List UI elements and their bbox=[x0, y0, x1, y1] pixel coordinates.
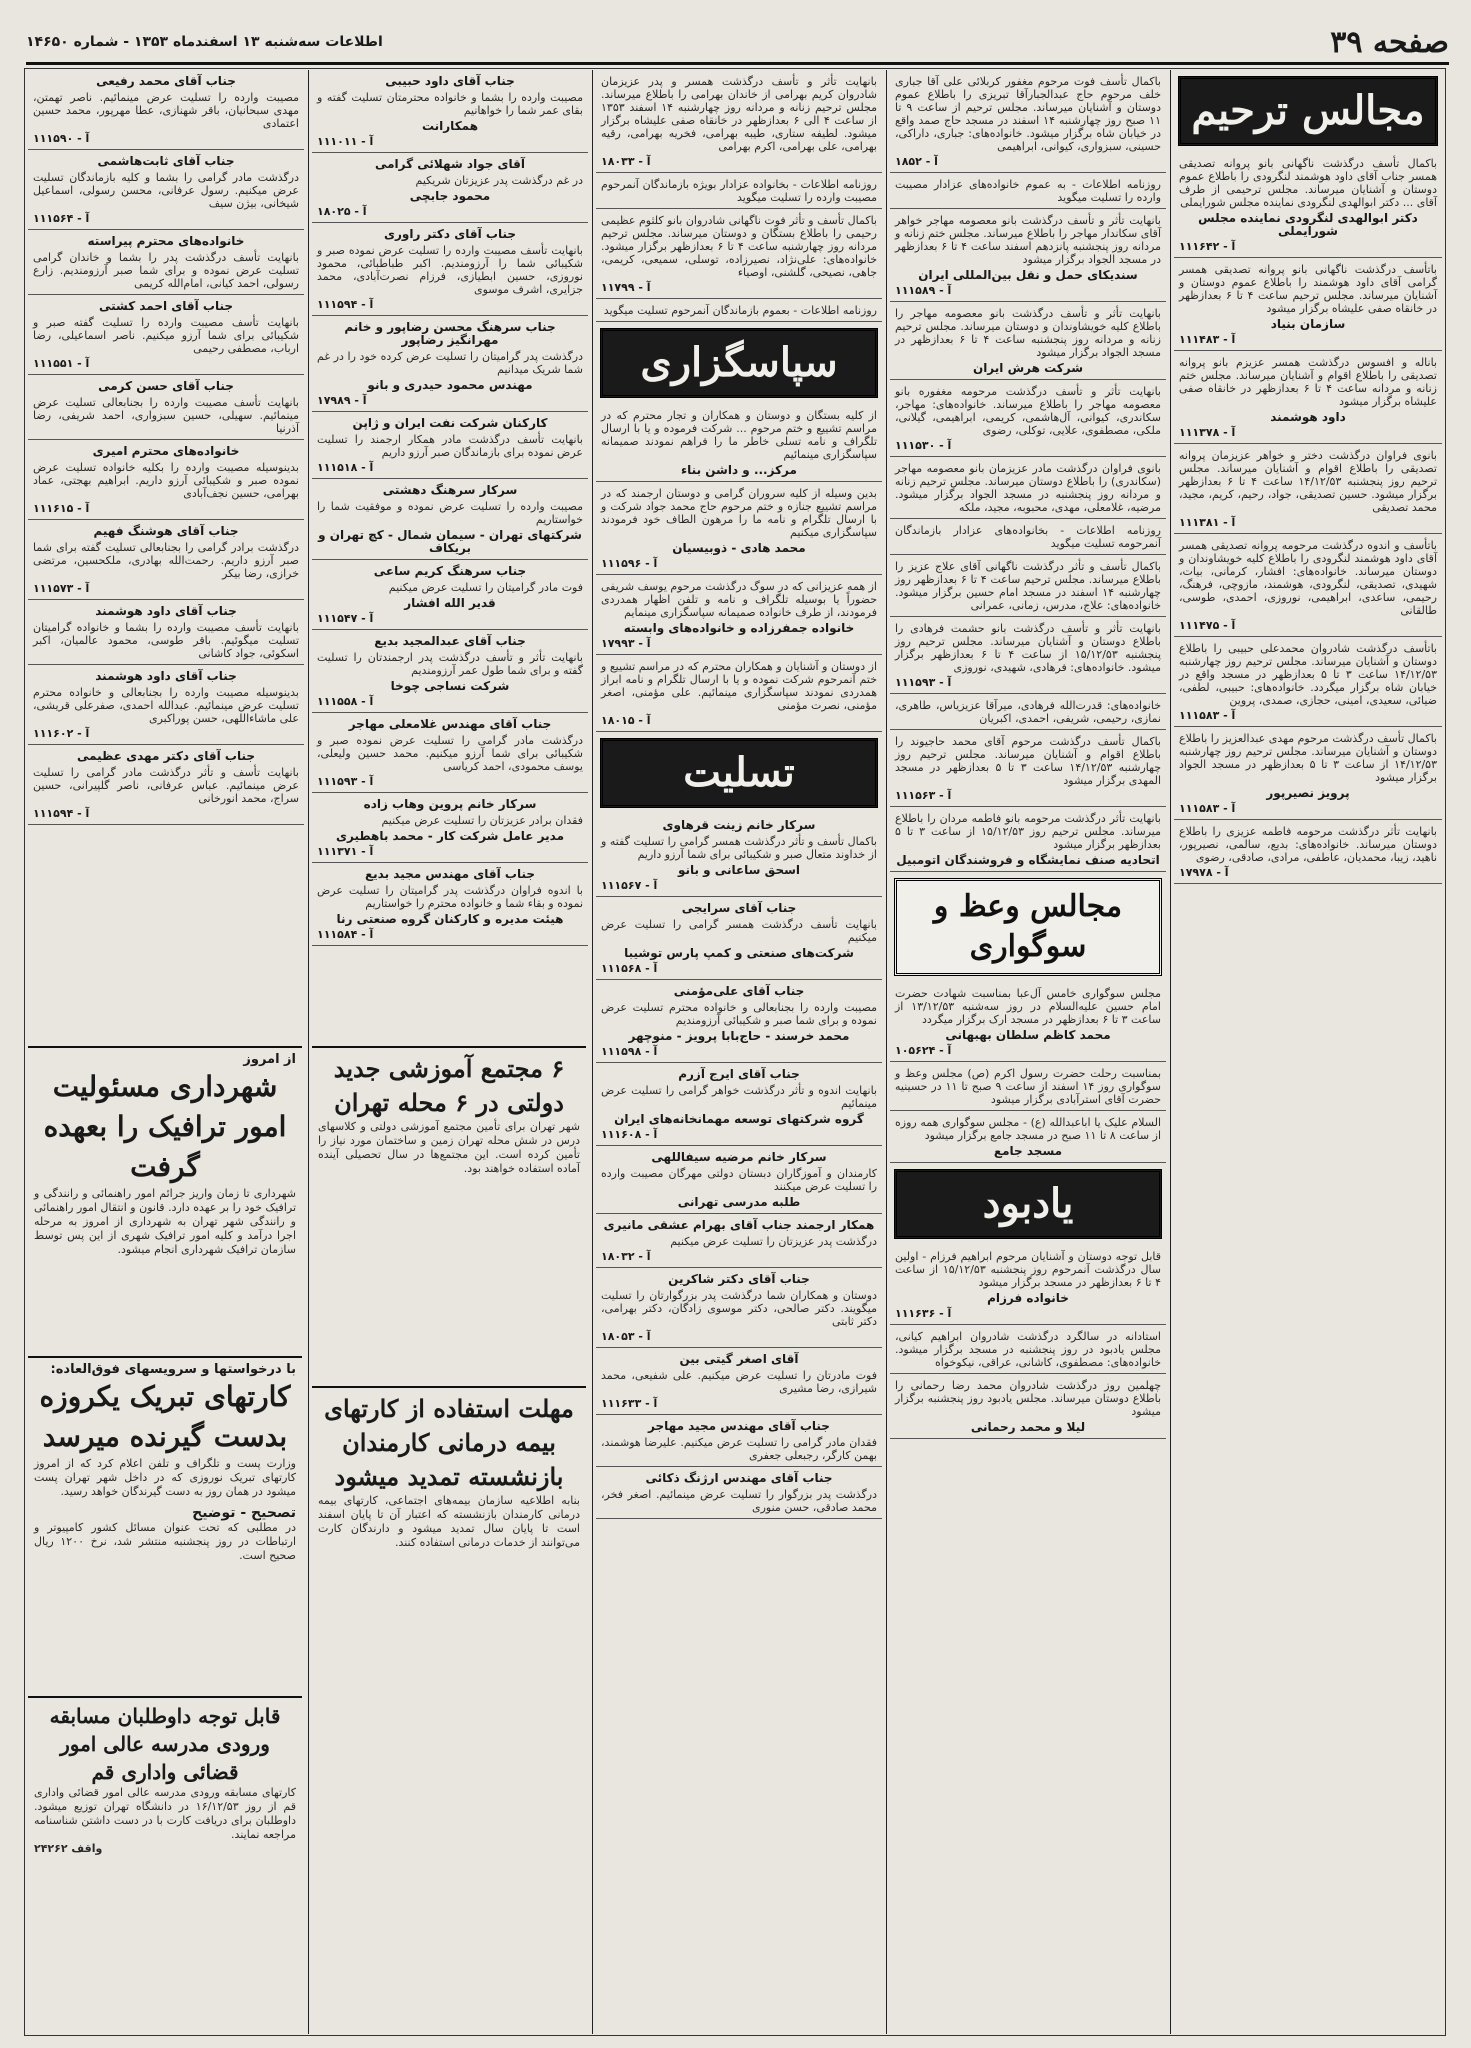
notice bbox=[1174, 637, 1442, 727]
notice-body: قابل توجه دوستان و آشنایان مرحوم ابراهیم فرزام - اولین سال درگذشت آنمرحوم روز پنجشنبه ۱۵/۱۲/۵۳ از ساعت ۴ تا ۶ بعدازظهر در مسجد برگزار میشود bbox=[895, 1250, 1162, 1289]
notice bbox=[1174, 258, 1442, 351]
notice-body: بانهایت تأسف و تأثر درگذشت مادر گرامی را تسلیت عرض مینمائیم. عباس عرفانی، ناصر گلپیرانی، حسین سراج، محمد انورخانی bbox=[33, 766, 299, 805]
notice-body: باکمال تأسف درگذشت مرحوم مهدی عبدالعزیز را باطلاع دوستان و آشنایان میرساند. مجلس ترحیم روز چهارشنبه ۱۴/۱۲/۵۳ از ساعت ۳ تا ۵ بعدازظهر در مسجد الجواد برگزار میشود bbox=[1179, 732, 1438, 784]
notice-body: درگذشت پدر بزرگوار را تسلیت عرض مینمائیم. اصغر فخر، محمد صادقی، حسن منوری bbox=[601, 1488, 877, 1514]
notice-title: آقای جواد شهلائی گرامی bbox=[374, 157, 526, 171]
notice bbox=[890, 1111, 1166, 1163]
notice-code: آ - ۱۷۹۷۸ bbox=[1179, 866, 1229, 879]
notice-body: چهلمین روز درگذشت شادروان محمد رضا رحمانی را باطلاع دوستان میرساند. مجلس یادبود روز پنجشنبه برگزار میشود bbox=[895, 1379, 1161, 1418]
paper-info: اطلاعات سه‌شنبه ۱۳ اسفندماه ۱۳۵۳ - شماره ۱۴۶۵۰ bbox=[26, 34, 383, 50]
notice bbox=[890, 173, 1166, 209]
notice-body: بانهایت تأسف مصیبت وارده را بشما و خانواده گرامیتان تسلیت میگوئیم. باقر طوسی، محمود عالمیان، اکبر اسکوئی، جواد کاشانی bbox=[33, 621, 299, 660]
notice-signature: لیلا و محمد رحمانی bbox=[970, 1420, 1086, 1434]
notice-code: آ - ۱۱۱۴۸۳ bbox=[1179, 333, 1236, 346]
notice-body: بانهایت تأثر درگذشت مرحومه فاطمه عزیزی را باطلاع دوستان میرساند. خانواده‌های: بدیع، سالمی، نصیرپور، ناهید، زیبا، محمدیان، عاطفی، مرادی، صادقی، رضوی bbox=[1179, 825, 1437, 864]
notice-title: جناب آقای سرایجی bbox=[681, 901, 797, 915]
notice-title: جناب آقای ثابت‌هاشمی bbox=[97, 154, 235, 168]
notice-body: با اندوه فراوان درگذشت پدر گرامیتان را تسلیت عرض نموده و بقاء شما و خانواده محترم را خواستاریم bbox=[317, 884, 583, 910]
notice-body: روزنامه اطلاعات - به عموم خانواده‌های عزادار مصیبت وارده را تسلیت میگوید bbox=[895, 178, 1161, 204]
notice-title: خانواده‌های محترم امیری bbox=[92, 444, 240, 458]
notice-code: آ - ۱۱۷۹۹ bbox=[601, 281, 651, 294]
notice-code: آ - ۱۱۱۵۹۶ bbox=[601, 557, 658, 570]
notice-code: آ - ۱۱۱۵۸۴ bbox=[317, 928, 374, 941]
notice-code: آ - ۱۱۱۶۰۲ bbox=[33, 727, 90, 740]
notice-signature: اتحادیه صنف نمایشگاه و فروشندگان اتومبیل bbox=[896, 853, 1160, 867]
notice-code: آ - ۱۱۱۰۱۱ bbox=[317, 135, 374, 148]
notice-code: آ - ۱۱۱۵۶۷ bbox=[601, 879, 658, 892]
notice bbox=[312, 70, 588, 153]
notice-body: بانهایت تأثر و تأسف درگذشت بانو حشمت فرهادی را باطلاع دوستان و آشنایان میرساند. مجلس ترحیم روز پنجشنبه ۱۵/۱۲/۵۳ از ساعت ۴ تا ۶ بعدازظهر برگزار میشود. خانواده‌های: فرهادی، شهیدی، نوروزی bbox=[895, 622, 1162, 674]
notice-body: بانهایت تأثر و تأسف درگذشت همسر و پدر عزیزمان شادروان کریم بهرامی از خاندان بهرامی را باطلاع میرساند. مجلس ترحیم زنانه و مردانه روز چهارشنبه ۱۴ اسفند ۱۳۵۳ از ساعت ۴ الی ۶ بعدازظهر در خانقاه صفی علیشاه برگزار میشود. لطیفه ستاری، طیبه بهرامی، فخریه بهرامی، رقیه بهرامی، علی بهرامی، اکرم بهرامی bbox=[601, 75, 877, 153]
news-kicker: با درخواستها و سرویسهای فوق‌العاده: bbox=[50, 1362, 296, 1377]
notice-code: آ - ۱۱۱۵۷۳ bbox=[33, 582, 90, 595]
notice-title: جناب آقای عبدالمجید بدیع bbox=[374, 634, 526, 648]
notice bbox=[596, 814, 882, 897]
notice-signature: طلبه مدرسی تهرانی bbox=[677, 1195, 801, 1209]
notice bbox=[890, 209, 1166, 302]
notice-body: از همه عزیزانی که در سوگ درگذشت مرحوم یوسف شریفی حضوراً یا بوسیله تلگراف و نامه و تلفن اظهار همدردی فرمودند، از طرف خانواده صمیمانه سپاسگزاری مینمایم bbox=[601, 580, 877, 619]
notice-signature: شرکت‌های صنعتی و کمپ پارس توشیبا bbox=[624, 946, 854, 960]
notice-body: مصیبت وارده را تسلیت عرض نموده و موفقیت شما را خواستاریم bbox=[317, 500, 583, 526]
column-3 bbox=[596, 70, 882, 2034]
notice-title: جناب سرهنگ محسن رضاپور و خانم مهرانگیز رضاپور bbox=[344, 320, 556, 347]
notice-code: آ - ۱۷۹۹۳ bbox=[601, 637, 651, 650]
notice-signature: گروه شرکتهای توسعه مهمانخانه‌های ایران bbox=[614, 1112, 864, 1126]
notice bbox=[1174, 152, 1442, 258]
notice-body: درگذشت مادر گرامی را تسلیت عرض نموده صبر و شکیبائی برای شما آرزو میکنیم. محمد حسین ولیعلی، یوسف محمودی، احمد کریاسی bbox=[317, 734, 583, 773]
notice bbox=[890, 380, 1166, 457]
section-banner-yadbud: یادبود bbox=[894, 1169, 1162, 1239]
notice-list bbox=[312, 70, 588, 946]
notice-signature: همکارانت bbox=[421, 119, 479, 133]
notice-body: باکمال تأسف و تأثر فوت ناگهانی شادروان بانو کلثوم عظیمی رحیمی را باطلاع بستگان و دوستان میرساند. مجلس ترحیم مردانه روز چهارشنبه ساعت ۴ تا ۶ بعدازظهر برگزار میشود. خانواده‌های: علی‌نژاد، نصیرزاده، توسلی، سمیعی، کریمی، جاهی، نصیحی، گلشنی، اوصیاء bbox=[601, 214, 877, 279]
notice-code: آ - ۱۱۱۵۹۸ bbox=[601, 1045, 658, 1058]
section-banner-tarhim: مجالس ترحیم bbox=[1178, 76, 1438, 146]
notice bbox=[890, 1374, 1166, 1439]
notice-code: آ - ۱۸۵۲ bbox=[895, 155, 938, 168]
notice-body: بدین وسیله از کلیه سروران گرامی و دوستان ارجمند که در مراسم تشییع جنازه و ختم مرحوم حاج محمد جواد شرکت و با ارسال تلگرام و نامه ما را مرهون الطاف خود فرمودند سپاسگزاری میکنیم bbox=[601, 487, 877, 539]
notice bbox=[890, 519, 1166, 555]
notice-signature: دکتر ابوالهدی لنگرودی نماینده مجلس شورایملی bbox=[1198, 211, 1418, 238]
notice-signature: محمد هادی - ذوبیسیان bbox=[672, 541, 806, 555]
notice-title: جناب آقای ایرج آزرم bbox=[678, 1067, 800, 1081]
notice-title: جناب آقای دکتر راوری bbox=[383, 227, 516, 241]
notice-title: جناب آقای دکتر مهدی عظیمی bbox=[76, 749, 256, 763]
notice-signature: شرکتهای تهران - سیمان شمال - کچ تهران و بریکاف bbox=[318, 528, 582, 555]
notice-code: آ - ۱۱۱۴۷۵ bbox=[1179, 619, 1236, 632]
notice-title: سرکار خانم زینت قرهاوی bbox=[662, 818, 816, 832]
notice-body: بانهایت تأثر و تأسف درگذشت پدر ارجمندتان را تسلیت گفته و برای شما طول عمر آرزومندیم bbox=[317, 651, 583, 677]
news-insurance bbox=[312, 1386, 586, 2036]
notice-title: جناب آقای داود حبیبی bbox=[385, 74, 515, 88]
notice-body: درگذشت مادر گرامی را بشما و کلیه بازماندگان تسلیت عرض میکنیم. رسول عرفانی، محسن رسولی، اسماعیل شیخانی، بیژن سیف bbox=[33, 171, 299, 210]
notice-body: فوت مادر گرامیتان را تسلیت عرض میکنیم bbox=[388, 581, 583, 594]
notice-code: آ - ۱۱۱۵۳۰ bbox=[895, 439, 952, 452]
notice-signature: مهندس محمود حیدری و بانو bbox=[367, 378, 533, 392]
notice-signature: محمد کاظم سلطان بهبهانی bbox=[945, 1028, 1111, 1042]
notice-code: آ - ۱۱۱۵۹۳ bbox=[895, 676, 952, 689]
notice-code: آ - ۱۱۱۵۴۷ bbox=[317, 612, 374, 625]
notice-signature: هیئت مدیره و کارکنان گروه صنعتی رنا bbox=[336, 912, 564, 926]
notice-code: آ - ۱۱۱۳۷۸ bbox=[1179, 426, 1236, 439]
notice bbox=[28, 440, 304, 520]
notice-body: روزنامه اطلاعات - بعموم بازماندگان آنمرحوم تسلیت میگوید bbox=[603, 304, 877, 317]
news-kicker: از امروز bbox=[243, 1052, 296, 1067]
notice bbox=[28, 375, 304, 440]
news-code: واقف ۲۴۲۶۲ bbox=[34, 1842, 103, 1855]
notice-signature: مسجد جامع bbox=[993, 1144, 1063, 1158]
news-text: کارتهای مسابقه ورودی مدرسه عالی امور قضائی واداری قم از روز ۱۶/۱۲/۵۳ در دانشگاه تهران توزیع میشود. داوطلبان برای دریافت کارت با در دست داشتن شناسنامه مراجعه نمایند. bbox=[34, 1786, 296, 1841]
notice-body: باکمال تأسف و تأثر درگذشت ناگهانی آقای علاج عزیز را باطلاع میرساند. مجلس ترحیم ساعت ۴ تا ۶ بعدازظهر روز چهارشنبه ۱۴ اسفند در مسجد امام حسین برگزار میشود. خانواده‌های: علاج، مدرس، زمانی، عمرانی bbox=[895, 560, 1161, 612]
notice-body: باتأسف و اندوه درگذشت مرحومه پروانه تصدیقی همسر آقای داود هوشمند لنگرودی را باطلاع کلیه خویشاوندان و دوستان میرساند. خانواده‌های: افشار، کرمانی، بیات، شهیدی، تصدیقی، لنگرودی، هوشمند، مازوچی، فرهنگ، رحیمی، ساعدی، ابراهیمی، نوروزی، احمدی، طوسی، طالقانی bbox=[1179, 539, 1437, 617]
news-text: بنابه اطلاعیه سازمان بیمه‌های اجتماعی، کارتهای بیمه درمانی کارمندان بازنشسته که اعتبار آن تا پایان اسفند است تا پایان سال تمدید میشود و دارندگان کارت می‌توانند از خدمات درمانی استفاده کنند. bbox=[318, 1494, 580, 1549]
notice-signature: پرویز نصیرپور bbox=[1266, 786, 1350, 800]
notice bbox=[312, 793, 588, 863]
notice-title: جناب آقای محمد رفیعی bbox=[96, 74, 236, 88]
notice-code: آ - ۱۷۹۸۹ bbox=[317, 394, 367, 407]
section-banner-sepas: سپاسگزاری bbox=[600, 328, 878, 398]
notice bbox=[890, 807, 1166, 872]
notice-body: درگذشت پدر عزیزتان را تسلیت عرض میکنیم bbox=[670, 1235, 877, 1248]
notice-signature: مرکز... و داشن بناء bbox=[681, 463, 797, 477]
notice bbox=[596, 404, 882, 482]
notice-code: آ - ۱۰۵۶۲۴ bbox=[895, 1044, 952, 1057]
notice-signature: خانواده جمفرزاده و خانواده‌های وابسته bbox=[623, 621, 855, 635]
notice-list bbox=[890, 1245, 1166, 1439]
notice bbox=[28, 665, 304, 745]
notice bbox=[312, 863, 588, 946]
notice bbox=[28, 230, 304, 295]
notice-signature: سندیکای حمل و نقل بین‌المللی ایران bbox=[918, 268, 1138, 282]
notice-title: جناب آقای حسن کرمی bbox=[98, 379, 234, 393]
notice bbox=[890, 302, 1166, 380]
column-2 bbox=[890, 70, 1166, 2034]
notice-code: آ - ۱۱۱۶۰۸ bbox=[601, 1128, 658, 1141]
notice-body: بانهایت تأسف درگذشت پدر را بشما و خاندان گرامی تسلیت عرض نموده و برای شما صبر آرزومندیم. زارع رسولی، احمد کیانی، امام‌الله کریمی bbox=[33, 251, 299, 290]
notice bbox=[596, 1214, 882, 1268]
notice bbox=[596, 655, 882, 732]
notice-body: بمناسبت رحلت حضرت رسول اکرم (ص) مجلس وعظ و سوگواری روز ۱۴ اسفند از ساعت ۹ صبح تا ۱۱ در حسینیه حضرت آقای استرآبادی برگزار میشود bbox=[895, 1067, 1162, 1106]
notice-list bbox=[890, 982, 1166, 1163]
news-text: شهر تهران برای تأمین مجتمع آموزشی دولتی و کلاسهای درس در شش محله تهران زمین و ساختمان مورد نیاز را تأمین کرده است. این مجتمع‌ها در سال تحصیلی آینده آماده استفاده خواهند بود. bbox=[318, 1120, 580, 1175]
notice-signature: داود هوشمند bbox=[1270, 410, 1346, 424]
notice bbox=[596, 299, 882, 322]
notice-body: بدینوسیله مصیبت وارده را بکلیه خانواده تسلیت عرض نموده صبر و شکیبائی آرزو داریم. ابراهیم بهجتی، عماد بهرامی، حسین نجف‌آبادی bbox=[33, 461, 299, 500]
notice-code: آ - ۱۱۱۵۶۸ bbox=[601, 962, 658, 975]
notice-code: آ - ۱۸۰۵۳ bbox=[601, 1330, 651, 1343]
notice-list bbox=[1174, 152, 1442, 884]
notice bbox=[28, 70, 304, 150]
notice bbox=[312, 223, 588, 316]
notice-title: سرکار سرهنگ دهشتی bbox=[382, 483, 518, 497]
notice bbox=[1174, 727, 1442, 820]
notice bbox=[1174, 820, 1442, 884]
notice-list bbox=[596, 404, 882, 732]
notice-title: جناب آقای داود هوشمند bbox=[95, 604, 237, 618]
notice-body: باکمال تأسف درگذشت مرحوم آقای محمد حاجیوند را باطلاع اقوام و آشنایان میرساند. مجلس ترحیم روز چهارشنبه ۱۴/۱۲/۵۳ ساعت ۳ تا ۵ بعدازظهر در مسجد المهدی برگزار میشود bbox=[895, 735, 1161, 787]
notice-code: آ - ۱۸۰۱۵ bbox=[601, 714, 651, 727]
notice-title: جناب آقای هوشنگ فهیم bbox=[93, 524, 239, 538]
notice-code: آ - ۱۸۰۲۵ bbox=[317, 205, 367, 218]
notice-signature: شرکت هرش ایران bbox=[972, 361, 1084, 375]
notice-body: بانهایت تأسف مصیبت وارده را تسلیت عرض نموده صبر و شکیبائی شما را آرزومندیم. اکبر طباطبائی، محمود نوروزی، حسین ابطیازی، فرزام نصرت‌آبادی، محمد جزایری، اشرف موسوی bbox=[317, 244, 583, 296]
notice-body: روزنامه اطلاعات - بخانواده عزادار بویژه بازماندگان آنمرحوم مصیبت وارده را تسلیت میگوید bbox=[601, 178, 877, 204]
notice-list bbox=[596, 70, 882, 322]
notice bbox=[312, 713, 588, 793]
notice-body: کارمندان و آموزگاران دبستان دولتی مهرگان مصیبت وارده را تسلیت عرض میکنند bbox=[601, 1167, 877, 1193]
notice-title: جناب آقای مهندس مجید مهاجر bbox=[648, 1419, 830, 1433]
notice-code: آ - ۱۱۱۵۱۸ bbox=[317, 461, 374, 474]
notice bbox=[312, 412, 588, 479]
news-school bbox=[312, 1046, 586, 1386]
notice bbox=[596, 209, 882, 299]
notice-body: مصیبت وارده را بشما و خانواده محترمتان تسلیت گفته و بقای عمر شما را خواهانیم bbox=[317, 91, 583, 117]
notice bbox=[28, 600, 304, 665]
page-header bbox=[26, 22, 1449, 65]
notice bbox=[596, 1348, 882, 1415]
news-headline: قابل توجه داوطلبان مسابقه ورودی مدرسه عالی امور قضائی واداری قم bbox=[49, 1704, 281, 1784]
news-subheading: تصحیح - توضیح bbox=[192, 1505, 296, 1521]
column-divider bbox=[886, 70, 887, 2034]
notice bbox=[890, 982, 1166, 1062]
notice-body: مصیبت وارده را تسلیت عرض مینمائیم. ناصر تهمتن، مهدی سبحانیان، باقر شهنازی، عطا مهرپور، محمد حسین اعتمادی bbox=[33, 91, 299, 130]
notice-code: آ - ۱۱۱۶۴۲ bbox=[1179, 240, 1236, 253]
notice-list bbox=[596, 814, 882, 1519]
notice-body: بانهایت تأثر و تأسف درگذشت بانو معصومه مهاجر را باطلاع کلیه خویشاوندان و دوستان میرساند. مجلس ترحیم زنانه و مردانه روز پنجشنبه ساعت ۴ تا ۶ بعدازظهر در مسجد الجواد برگزار میشود bbox=[895, 307, 1161, 359]
notice-title: سرکار خانم مرضیه سیفاللهی bbox=[651, 1150, 827, 1164]
notice-list bbox=[890, 70, 1166, 872]
notice bbox=[28, 520, 304, 600]
notice-body: بانهایت تأسف مصیبت وارده را تسلیت گفته صبر و شکیبائی برای شما آرزو میکنیم. ناصر اسماعیلی، رضا ارباب، مصطفی رحیمی bbox=[33, 316, 299, 355]
notice-title: خانواده‌های محترم پیراسته bbox=[87, 234, 245, 248]
news-headline: مهلت استفاده از کارتهای بیمه درمانی کارمندان بازنشسته تمدید میشود bbox=[324, 1394, 574, 1491]
notice bbox=[596, 173, 882, 209]
notice-body: باتأسف درگذشت شادروان محمدعلی حبیبی را باطلاع دوستان و آشنایان میرساند. مجلس ترحیم روز چهارشنبه ۱۴/۱۲/۵۳ ساعت ۳ تا ۵ بعدازظهر در مسجد واقع در خیابان شاه برگزار میگردد. خانواده‌های: حبیبی، لطفی، ضیائی، سعیدی، امینی، حجازی، صمدی، پروین bbox=[1179, 642, 1437, 707]
notice-code: آ - ۱۱۱۵۸۳ bbox=[1179, 802, 1236, 815]
notice bbox=[596, 897, 882, 980]
section-banner-tasliyat: تسلیت bbox=[600, 738, 878, 808]
notice-title: جناب سرهنگ کریم ساعی bbox=[373, 564, 527, 578]
notice-signature: محمد خرسند - حاج‌بابا پرویز - منوچهر bbox=[628, 1029, 850, 1043]
notice-body: فقدان برادر عزیزتان را تسلیت عرض میکنیم bbox=[381, 814, 583, 827]
notice-code: آ - ۱۱۱۵۵۱ bbox=[33, 357, 90, 370]
notice-body: درگذشت برادر گرامی را بجنابعالی تسلیت گفته برای شما صبر آرزو داریم. رحمت‌الله بهادری، ملکحسین، مرتضی خرازی، رضا بیکر bbox=[33, 541, 299, 580]
notice-code: آ - ۱۱۱۵۹۰ bbox=[33, 132, 90, 145]
notice bbox=[596, 1268, 882, 1348]
notice-title: سرکار خانم پروین وهاب زاده bbox=[363, 797, 537, 811]
column-5 bbox=[28, 70, 304, 1036]
notice-title: همکار ارجمند جناب آقای بهرام عشقی مانیری bbox=[603, 1218, 875, 1232]
notice-code: آ - ۱۱۱۶۳۳ bbox=[601, 1397, 658, 1410]
notice bbox=[890, 1245, 1166, 1325]
notice-title: جناب آقای داود هوشمند bbox=[95, 669, 237, 683]
notice-body: بانهایت تأثر و تأسف درگذشت بانو معصومه مهاجر خواهر آقای سکاندار مهاجر را باطلاع میرساند. مجلس ختم زنانه و مردانه روز پنجشنبه پانزدهم اسفند ساعت ۴ تا ۶ بعدازظهر در مسجد الجواد برگزار میشود bbox=[895, 214, 1161, 266]
notice-body: بانهایت تأثر درگذشت مرحومه بانو فاطمه مردان را باطلاع میرساند. مجلس ترحیم روز ۱۵/۱۲/۵۳ از ساعت ۳ تا ۵ بعدازظهر برگزار میشود bbox=[895, 812, 1162, 851]
notice-code: آ - ۱۱۱۵۹۴ bbox=[33, 807, 90, 820]
notice-body: بانهایت تأسف درگذشت همسر گرامی را تسلیت عرض میکنیم bbox=[601, 918, 877, 944]
notice-body: باکمال تأسف و تأثر درگذشت همسر گرامی را تسلیت گفته و از خداوند متعال صبر و شکیبائی برای شما آرزو داریم bbox=[601, 835, 877, 861]
notice-body: السلام علیک یا اباعبدالله (ع) - مجلس سوگواری همه روزه از ساعت ۸ تا ۱۱ صبح در مسجد جامع برگزار میشود bbox=[895, 1116, 1161, 1142]
notice-title: جناب آقای علی‌مؤمنی bbox=[673, 984, 805, 998]
page-number: صفحه ۳۹ bbox=[1330, 24, 1449, 60]
notice bbox=[890, 1062, 1166, 1111]
notice-code: آ - ۱۱۱۵۵۸ bbox=[317, 695, 374, 708]
notice bbox=[596, 1467, 882, 1519]
notice bbox=[1174, 444, 1442, 534]
notice bbox=[890, 730, 1166, 807]
notice-code: آ - ۱۸۰۳۲ bbox=[601, 1250, 651, 1263]
notice-body: مجلس سوگواری خامس آل‌عبا بمناسبت شهادت حضرت امام حسین علیه‌السلام در روز سه‌شنبه ۱۳/۱۲/۵۳ از ساعت ۳ تا ۶ بعدازظهر در مسجد ارک برگزار میگردد bbox=[895, 987, 1161, 1026]
notice-code: آ - ۱۱۱۶۳۶ bbox=[895, 1307, 952, 1320]
notice bbox=[312, 630, 588, 713]
notice-body: فوت مادرتان را تسلیت عرض میکنیم. علی شفیعی، محمد شیرازی، رضا مشیری bbox=[601, 1369, 877, 1395]
notice bbox=[28, 150, 304, 230]
notice-body: مصیبت وارده را بجنابعالی و خانواده محترم تسلیت عرض نموده و برای شما صبر و شکیبائی آرزومندیم bbox=[601, 1001, 877, 1027]
column-divider bbox=[1170, 70, 1171, 2034]
news-headline: ۶ مجتمع آموزشی جدید دولتی در ۶ محله تهران bbox=[333, 1054, 565, 1117]
notice-code: آ - ۱۱۱۶۱۵ bbox=[33, 502, 90, 515]
notice-code: آ - ۱۱۱۳۸۱ bbox=[1179, 516, 1236, 529]
notice bbox=[312, 560, 588, 630]
notice-body: دوستان و همکاران شما درگذشت پدر بزرگوارتان را تسلیت میگویند. دکتر صالحی، دکتر موسوی زادگان، دکتر بهرامی، دکتر ثابتی bbox=[601, 1289, 877, 1328]
notice-title: جناب آقای مهندس مجید بدیع bbox=[364, 867, 536, 881]
notice-code: آ - ۱۱۱۵۶۳ bbox=[895, 789, 952, 802]
notice-code: آ - ۱۸۰۳۳ bbox=[601, 155, 651, 168]
notice-body: روزنامه اطلاعات - بخانواده‌های عزادار بازماندگان آنمرحومه تسلیت میگوید bbox=[895, 524, 1161, 550]
notice-body: بانوی فراوان درگذشت مادر عزیزمان بانو معصومه مهاجر (سکاندری) را باطلاع دوستان میرساند. مجلس ترحیم زنانه و مردانه روز پنجشنبه در مسجد الجواد برگزار میشود. مرضیه، غلامعلی، مهدی، محبوبه، مجید، ملکه bbox=[895, 462, 1161, 514]
notice-body: در غم درگذشت پدر عزیزتان شریکیم bbox=[415, 174, 583, 187]
notice-title: کارکنان شرکت نفت ایران و ژاپن bbox=[352, 416, 548, 430]
notice bbox=[890, 70, 1166, 173]
notice-code: آ - ۱۱۱۵۸۹ bbox=[895, 284, 952, 297]
section-banner-waz: مجالس وعظ و سوگواری bbox=[894, 878, 1162, 976]
notice bbox=[890, 1325, 1166, 1374]
news-traffic bbox=[28, 1046, 302, 1356]
notice-signature: محمود جابچی bbox=[409, 189, 491, 203]
notice bbox=[312, 153, 588, 223]
column-divider bbox=[592, 70, 593, 2034]
notice-code: آ - ۱۱۱۵۹۴ bbox=[317, 298, 374, 311]
notice-body: بانهایت تأسف درگذشت مادر همکار ارجمند را تسلیت عرض نموده برای بازماندگان صبر آرزو داریم bbox=[317, 433, 583, 459]
notice-body: بانهایت تأثر و تأسف درگذشت مرحومه مغفوره بانو معصومه مهاجر را باطلاع میرساند. خانواده‌های: مهاجر، سکاندری، کیوانی، آل‌هاشمی، کریمی، ابراهیمی، گیلانی، ملکی، مصطفوی، علایی، توکلی، رضوی bbox=[895, 385, 1161, 437]
notice bbox=[890, 617, 1166, 694]
news-text: در مطلبی که تحت عنوان مسائل کشور کامپیوتر و ارتباطات در روز پنجشنبه منتشر شد، نرخ ۱۲۰۰ ریال صحیح است. bbox=[34, 1521, 297, 1562]
notice bbox=[596, 575, 882, 655]
notice bbox=[890, 457, 1166, 519]
notice-body: باکمال تأسف درگذشت ناگهانی بانو پروانه تصدیقی همسر جناب آقای داود هوشمند لنگرودی را باطلاع عموم دوستان و آشنایان میرساند. مجلس ترحیمی از طرف آقای ... دکتر ابوالهدی لنگرودی نماینده مجلس شورایملی bbox=[1179, 157, 1437, 209]
notice-title: جناب آقای احمد کشتی bbox=[98, 299, 234, 313]
notice-code: آ - ۱۱۱۵۸۳ bbox=[1179, 709, 1236, 722]
news-cards bbox=[28, 1356, 302, 1696]
notice bbox=[596, 1146, 882, 1214]
notice-body: از دوستان و آشنایان و همکاران محترم که در مراسم تشییع و ختم آنمرحوم شرکت نموده و یا با ارسال تلگرام و نامه ابراز همدردی نمودند سپاسگزاری مینمائیم. علی مؤمنی، اصغر مؤمنی، نصرت مؤمنی bbox=[601, 660, 877, 712]
news-exam bbox=[28, 1696, 302, 2036]
notice bbox=[1174, 534, 1442, 637]
notice-body: باکمال تأسف فوت مرحوم مغفور کربلائی علی آقا جباری خلف مرحوم حاج عبدالجبارآقا تبریزی را باطلاع عموم دوستان و آشنایان میرساند. مجلس ترحیم از ساعت ۹ تا ۱۱ صبح روز چهارشنبه ۱۴ اسفند در مسجد حاج صمد واقع در خیابان شاه برگزار میشود. خانواده‌های: جباری، داراکی، حسینی، سبزواری، کیوانی، ابراهیمی bbox=[895, 75, 1161, 153]
notice-body: باناله و افسوس درگذشت همسر عزیزم بانو پروانه تصدیقی را باطلاع اقوام و آشنایان میرساند. مجلس ختم زنانه و مردانه ساعت ۴ تا ۶ بعدازظهر در خانقاه صفی علیشاه برگزار میشود bbox=[1179, 356, 1437, 408]
notice-body: از کلیه بستگان و دوستان و همکاران و تجار محترم که در مراسم تشییع و ختم مرحوم ... شرکت فرموده و یا با ارسال تلگراف و نامه تسلی خاطر ما را فراهم نمودند صمیمانه سپاسگزاری مینمائیم bbox=[601, 409, 877, 461]
notice bbox=[890, 694, 1166, 730]
notice-signature: خانواده فرزام bbox=[987, 1291, 1069, 1305]
notice-code: آ - ۱۱۱۵۶۴ bbox=[33, 212, 90, 225]
notice bbox=[890, 555, 1166, 617]
notice-body: درگذشت پدر گرامیتان را تسلیت عرض کرده خود را در غم شما شریک میدانیم bbox=[317, 350, 583, 376]
notice-body: استادانه در سالگرد درگذشت شادروان ابراهیم کیانی، مجلس یادبود در روز پنجشنبه در مسجد برگزار میشود. خانواده‌های: مصطفوی، کاشانی، عراقی، نیکوخواه bbox=[895, 1330, 1161, 1369]
news-text: شهرداری تا زمان واریز جرائم امور راهنمائی و رانندگی و ترافیک خود را بر عهده دارد. قانون و انتقال امور راهنمائی و رانندگی شهر تهران به شهرداری از امروز به مرحله اجرا درآمد و کلیه امور ترافیک شهری از این پس توسط سازمان ترافیک شهرداری انجام میشود. bbox=[34, 1187, 296, 1256]
notice bbox=[312, 316, 588, 412]
notice-code: آ - ۱۱۱۵۹۳ bbox=[317, 775, 374, 788]
notice-body: بانوی فراوان درگذشت دختر و خواهر عزیزمان پروانه تصدیقی را باطلاع اقوام و آشنایان میرساند. مجلس ترحیم روز پنجشنبه ۱۴/۱۲/۵۳ ساعت ۴ تا ۶ بعدازظهر برگزار میشود. حسین تصدیقی، جواد، رحیم، کریم، مجید، محمد تصدیقی bbox=[1179, 449, 1438, 514]
notice-body: خانواده‌های: قدرت‌الله فرهادی، میرآقا عزیزیاس، طاهری، نمازی، رحیمی، شریفی، احمدی، اکبریان bbox=[895, 699, 1161, 725]
column-1 bbox=[1174, 70, 1442, 2034]
notice bbox=[596, 70, 882, 173]
notice bbox=[596, 482, 882, 575]
notice-body: بانهایت اندوه و تأثر درگذشت خواهر گرامی را تسلیت عرض مینمائیم bbox=[601, 1084, 877, 1110]
news-headline: کارتهای تبریک یکروزه بدست گیرنده میرسد bbox=[39, 1380, 291, 1453]
notice-body: بدینوسیله مصیبت وارده را بجنابعالی و خانواده محترم تسلیت عرض مینمائیم. عبدالله احمدی، صفرعلی قریشی، علی ماشاءاللهی، حسن پوراکبری bbox=[33, 686, 299, 725]
notice-signature: شرکت نساجی چوخا bbox=[390, 679, 510, 693]
notice bbox=[596, 1415, 882, 1467]
notice-list bbox=[28, 70, 304, 825]
notice-signature: اسحق ساعانی و بانو bbox=[677, 863, 801, 877]
notice bbox=[596, 1063, 882, 1146]
column-divider bbox=[308, 70, 309, 2034]
notice-signature: قدیر الله افشار bbox=[404, 596, 496, 610]
news-headline: شهرداری مسئولیت امور ترافیک را بعهده گرفت bbox=[43, 1070, 287, 1183]
notice-title: جناب آقای مهندس غلامعلی مهاجر bbox=[348, 717, 552, 731]
notice-body: بانهایت تأسف مصیبت وارده را بجنابعالی تسلیت عرض مینمائیم. سهیلی، حسین سبزواری، احمد شریفی، رضا آذرنیا bbox=[33, 396, 299, 435]
notice-signature: مدیر عامل شرکت کار - محمد باهطیری bbox=[336, 829, 564, 843]
notice bbox=[312, 479, 588, 560]
notice-signature: سازمان بنیاد bbox=[1270, 317, 1346, 331]
notice-body: باتأسف درگذشت ناگهانی بانو پروانه تصدیقی همسر گرامی آقای داود هوشمند را باطلاع عموم دوستان و آشنایان میرساند. مجلس ترحیم ساعت ۴ تا ۶ بعدازظهر در خانقاه صفی علیشاه برگزار میشود bbox=[1179, 263, 1438, 315]
news-text: وزارت پست و تلگراف و تلفن اعلام کرد که از امروز کارتهای تبریک نوروزی که در داخل شهر تهران پست میشود در همان روز به دست گیرندگان خواهد رسید. bbox=[34, 1457, 296, 1498]
notice bbox=[1174, 351, 1442, 444]
notice-title: جناب آقای دکتر شاکرین bbox=[668, 1272, 810, 1286]
notice bbox=[596, 980, 882, 1063]
notice-code: آ - ۱۱۱۳۷۱ bbox=[317, 845, 374, 858]
notice bbox=[28, 745, 304, 825]
notice bbox=[28, 295, 304, 375]
notice-body: فقدان مادر گرامی را تسلیت عرض میکنیم. علیرضا هوشمند، بهمن کارگر، رجبعلی جعفری bbox=[601, 1436, 877, 1462]
notice-title: آقای اصغر گیتی بین bbox=[679, 1352, 799, 1366]
notice-title: جناب آقای مهندس ارژنگ ذکائی bbox=[645, 1471, 833, 1485]
